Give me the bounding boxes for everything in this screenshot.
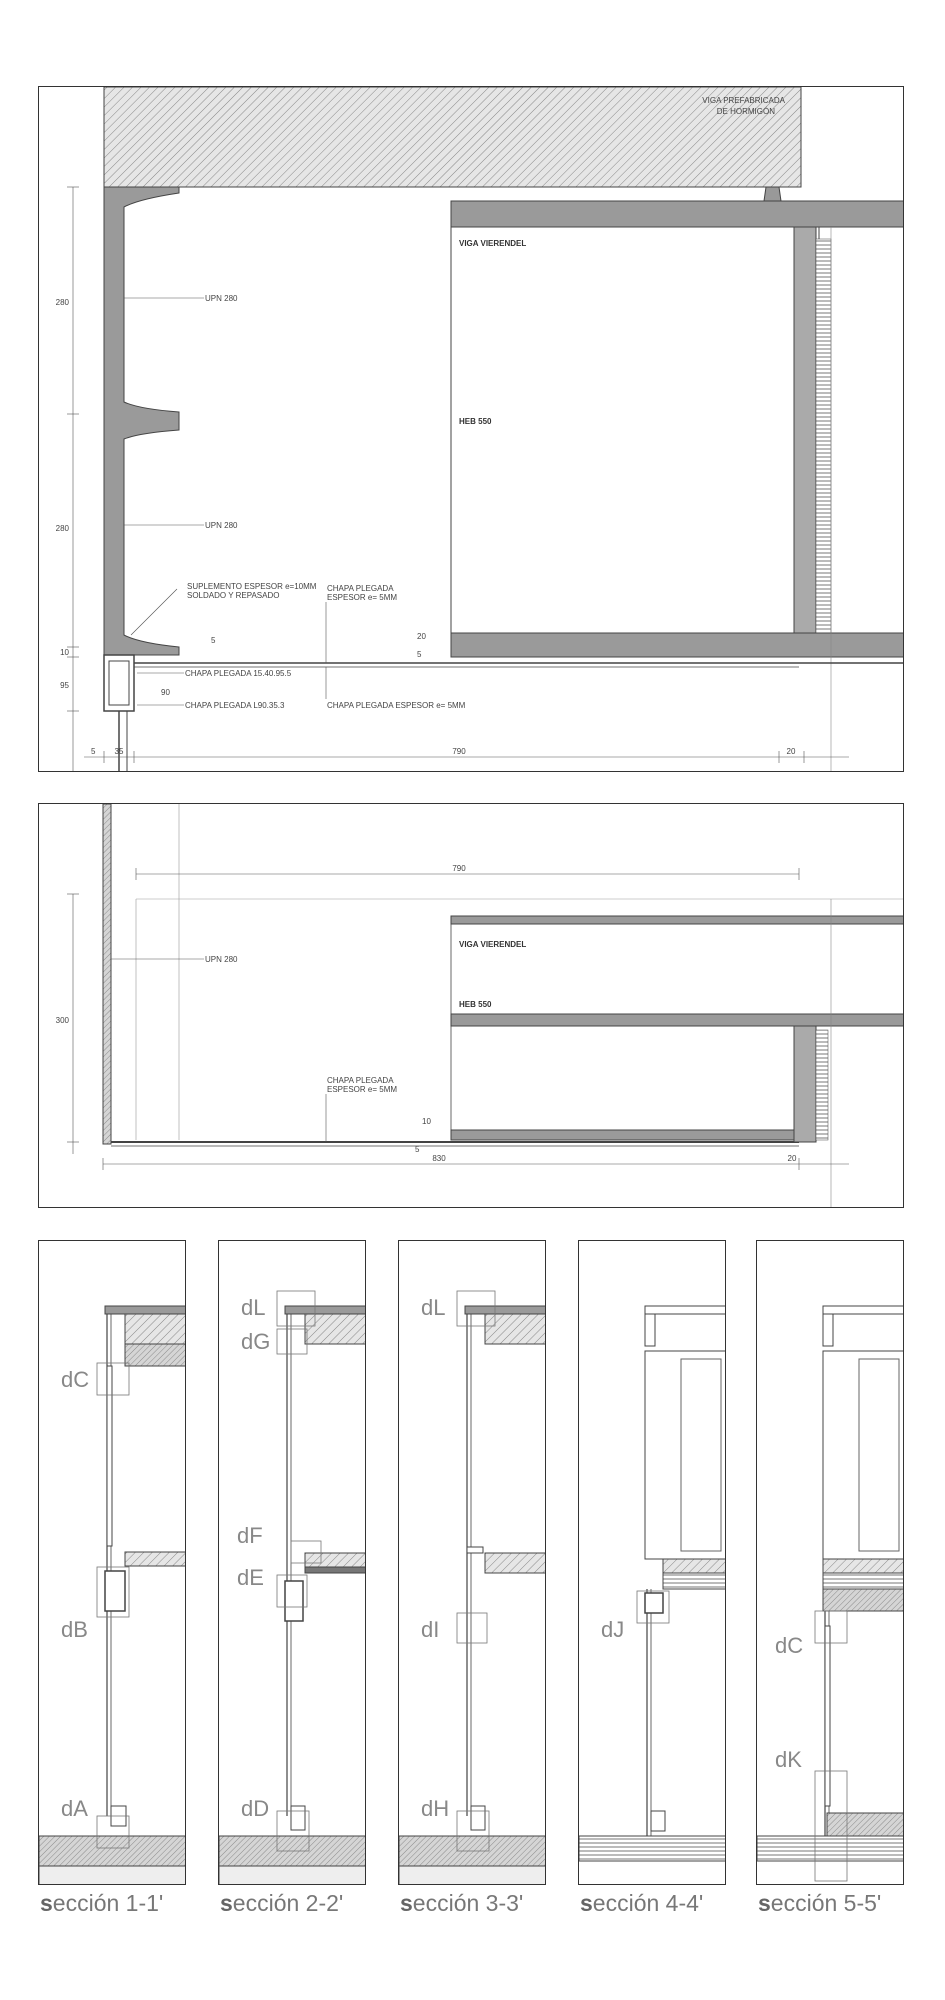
- horizontal-dimension: [84, 751, 849, 763]
- heb-web: [794, 1026, 816, 1142]
- label-chapa-plegada-mid-2: ESPESOR e= 5MM: [327, 1085, 398, 1094]
- dim-95: 95: [60, 681, 69, 690]
- section-label-3: sección 3-3': [400, 1890, 524, 1916]
- heb-550-flange: [451, 1014, 904, 1026]
- tag-dB: dB: [61, 1617, 88, 1642]
- dim-5-small-b: 5: [417, 650, 422, 659]
- tag-dL: dL: [421, 1295, 446, 1320]
- section-3-3: [398, 1240, 546, 1885]
- section-label-4: sección 4-4': [580, 1890, 704, 1916]
- precast-concrete-beam: [104, 87, 801, 187]
- dim-90: 90: [161, 688, 170, 697]
- heb-web: [794, 227, 816, 657]
- tag-dJ: dJ: [601, 1617, 625, 1642]
- tag-dC: dC: [61, 1367, 90, 1392]
- label-viga-prefabricada-1: VIGA PREFABRICADA: [702, 96, 785, 105]
- tag-dL: dL: [241, 1295, 266, 1320]
- label-upn-280-b: UPN 280: [205, 521, 238, 530]
- heb-550-outline: [451, 227, 819, 657]
- tag-dI: dI: [421, 1617, 440, 1642]
- detail-drawing-top: [38, 86, 904, 772]
- vierendel-bottom-flange: [451, 633, 904, 657]
- dim-790: 790: [452, 747, 466, 756]
- section-label-5: sección 5-5': [758, 1890, 882, 1916]
- label-suplemento-1: SUPLEMENTO ESPESOR e=10MM: [187, 582, 317, 591]
- section-label-1: sección 1-1': [40, 1890, 164, 1916]
- dim-10-mid: 10: [422, 1117, 431, 1126]
- vierendel-stiffeners: [816, 239, 831, 635]
- tag-dK: dK: [775, 1747, 802, 1772]
- dim-280-a: 280: [55, 298, 69, 307]
- tag-dA: dA: [61, 1796, 88, 1821]
- dim-5: 5: [91, 747, 96, 756]
- vierendel-flange-top: [451, 916, 904, 924]
- beam-bearing: [764, 187, 781, 201]
- label-upn-280-a: UPN 280: [205, 294, 238, 303]
- dim-280-b: 280: [55, 524, 69, 533]
- label-chapa-plegada-2: ESPESOR e= 5MM: [327, 593, 398, 602]
- label-chapa-l90: CHAPA PLEGADA L90.35.3: [185, 701, 285, 710]
- label-viga-prefabricada-2: DE HORMIGÓN: [716, 107, 775, 116]
- label-chapa-plegada-mid-1: CHAPA PLEGADA: [327, 1076, 394, 1085]
- detail-drawing-middle: [38, 803, 904, 1208]
- vierendel-bottom: [451, 1130, 801, 1140]
- dim-790-mid: 790: [452, 864, 466, 873]
- label-heb-550-mid: HEB 550: [459, 1000, 492, 1009]
- dim-20-small: 20: [417, 632, 426, 641]
- tag-dC: dC: [775, 1633, 804, 1658]
- section-5-5: [756, 1240, 904, 1885]
- section-4-4: [578, 1240, 726, 1885]
- dim-5-small: 5: [211, 636, 216, 645]
- label-chapa-15: CHAPA PLEGADA 15.40.95.5: [185, 669, 292, 678]
- label-viga-vierendel-mid: VIGA VIERENDEL: [459, 940, 527, 949]
- dim-5-mid: 5: [415, 1145, 420, 1154]
- tag-dG: dG: [241, 1329, 271, 1354]
- tag-dH: dH: [421, 1796, 450, 1821]
- label-viga-vierendel: VIGA VIERENDEL: [459, 239, 527, 248]
- tag-dF: dF: [237, 1523, 263, 1548]
- section-2-2: [218, 1240, 366, 1885]
- dim-20: 20: [786, 747, 796, 756]
- dim-35: 35: [114, 747, 124, 756]
- section-label-2: sección 2-2': [220, 1890, 344, 1916]
- label-upn-280-mid: UPN 280: [205, 955, 238, 964]
- label-chapa-plegada-1: CHAPA PLEGADA: [327, 584, 394, 593]
- top-detail-svg: [39, 87, 904, 772]
- dim-830: 830: [432, 1154, 446, 1163]
- upn-280-wall: [103, 804, 111, 1144]
- tag-dD: dD: [241, 1796, 270, 1821]
- label-suplemento-2: SOLDADO Y REPASADO: [187, 591, 280, 600]
- dim-20-mid: 20: [787, 1154, 797, 1163]
- mid-detail-svg: [39, 804, 904, 1208]
- label-heb-550: HEB 550: [459, 417, 492, 426]
- dim-300: 300: [55, 1016, 69, 1025]
- vierendel-top-flange: [451, 201, 904, 227]
- section-1-1: [38, 1240, 186, 1885]
- dim-10: 10: [60, 648, 69, 657]
- upn-280-profile: [104, 187, 179, 655]
- label-chapa-espesor: CHAPA PLEGADA ESPESOR e= 5MM: [327, 701, 466, 710]
- tag-dE: dE: [237, 1565, 264, 1590]
